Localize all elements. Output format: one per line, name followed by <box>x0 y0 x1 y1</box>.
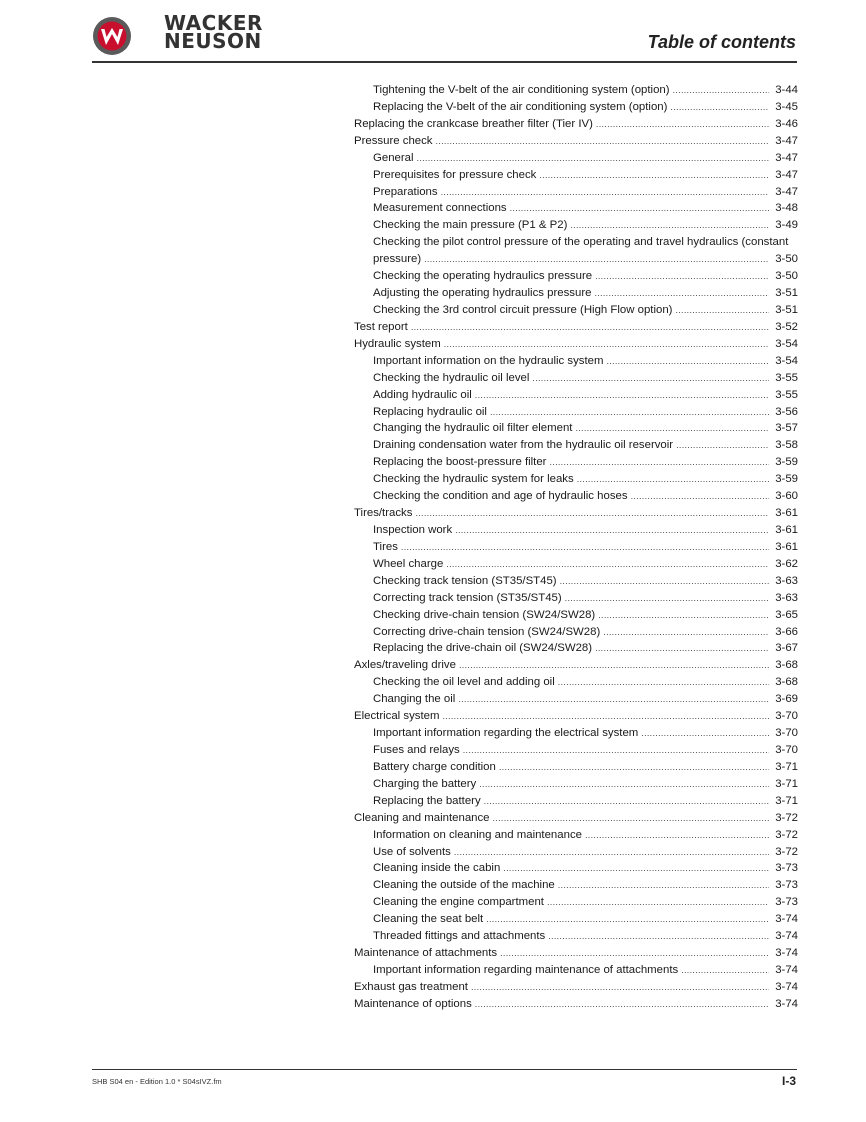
toc-entry-page: 3-73 <box>775 896 798 909</box>
dot-leader <box>490 404 769 421</box>
toc-entry-title: General <box>373 151 414 164</box>
dot-leader <box>458 691 769 708</box>
dot-leader <box>673 82 769 99</box>
toc-entry[interactable] <box>354 607 798 624</box>
dot-leader <box>641 725 769 742</box>
toc-entry-title: Cleaning inside the cabin <box>373 862 501 875</box>
toc-entry-page: 3-58 <box>775 439 798 452</box>
toc-entry-page: 3-48 <box>775 202 798 215</box>
toc-entry[interactable] <box>354 945 798 962</box>
toc-entry-title: Changing the hydraulic oil filter element <box>373 422 573 435</box>
toc-entry[interactable] <box>354 133 798 150</box>
footer-divider <box>92 1069 797 1070</box>
toc-entry-page: 3-57 <box>775 422 798 435</box>
toc-entry-page: 3-47 <box>775 185 798 198</box>
toc-entry-title: Preparations <box>373 185 438 198</box>
toc-entry-page: 3-68 <box>775 659 798 672</box>
toc-entry[interactable] <box>354 573 798 590</box>
toc-entry-page: 3-63 <box>775 591 798 604</box>
toc-entry-title: Prerequisites for pressure check <box>373 168 537 181</box>
toc-entry[interactable] <box>354 742 798 759</box>
toc-entry-title: Cleaning the seat belt <box>373 913 484 926</box>
toc-entry-title: Replacing hydraulic oil <box>373 405 487 418</box>
toc-entry-title: Replacing the V-belt of the air conditioning system (option) <box>373 100 668 113</box>
toc-entry-page: 3-54 <box>775 337 798 350</box>
toc-entry-title: Pressure check <box>354 134 433 147</box>
toc-entry-title: Tightening the V-belt of the air conditioning system (option) <box>373 84 670 96</box>
dot-leader <box>577 471 769 488</box>
dot-leader <box>415 505 769 522</box>
dot-leader <box>675 302 769 319</box>
toc-entry[interactable] <box>354 437 798 454</box>
toc-entry-title: Checking the hydraulic oil level <box>373 371 530 384</box>
toc-entry-page: 3-59 <box>775 473 798 486</box>
page-title: Table of contents <box>647 32 796 52</box>
toc-entry[interactable] <box>354 640 798 657</box>
dot-leader <box>595 268 769 285</box>
toc-entry[interactable] <box>354 827 798 844</box>
toc-entry-title: Checking the oil level and adding oil <box>373 676 555 689</box>
toc-entry-title: Checking the hydraulic system for leaks <box>373 473 574 486</box>
dot-leader <box>401 539 769 556</box>
dot-leader <box>585 827 769 844</box>
toc-entry-page: 3-50 <box>775 253 798 266</box>
brand-line-2: NEUSON <box>164 29 262 53</box>
toc-entry[interactable] <box>354 302 798 319</box>
toc-entry[interactable] <box>354 319 798 336</box>
toc-entry[interactable] <box>354 759 798 776</box>
toc-entry-page: 3-47 <box>775 168 798 181</box>
dot-leader <box>424 251 769 268</box>
toc-entry[interactable] <box>354 353 798 370</box>
toc-entry-title: Hydraulic system <box>354 337 441 350</box>
toc-entry[interactable] <box>354 860 798 877</box>
toc-entry-title: Information on cleaning and maintenance <box>373 828 582 841</box>
dot-leader <box>455 522 769 539</box>
toc-entry-title: Maintenance of attachments <box>354 947 498 960</box>
toc-entry-page: 3-61 <box>775 540 798 553</box>
toc-entry-title: Checking the pilot control pressure of the operating and travel hydraulics (constant <box>373 236 789 249</box>
toc-entry-page: 3-71 <box>775 777 798 790</box>
toc-entry[interactable] <box>354 894 798 911</box>
dot-leader <box>436 133 770 150</box>
dot-leader <box>558 674 769 691</box>
toc-entry-title: Adjusting the operating hydraulics pressure <box>373 287 592 300</box>
toc-entry[interactable] <box>354 234 798 268</box>
toc-entry[interactable] <box>354 522 798 539</box>
dot-leader <box>411 319 769 336</box>
toc-entry-title: Inspection work <box>373 524 453 536</box>
toc-entry-title: Axles/traveling drive <box>354 659 456 672</box>
toc-entry-title: Important information on the hydraulic system <box>373 354 604 367</box>
toc-entry[interactable] <box>354 200 798 217</box>
toc-entry[interactable] <box>354 387 798 404</box>
brand-name <box>164 11 263 53</box>
toc-entry-title: Wheel charge <box>373 557 444 570</box>
toc-entry[interactable] <box>354 420 798 437</box>
dot-leader <box>475 996 769 1013</box>
toc-entry-page: 3-68 <box>775 676 798 689</box>
toc-entry[interactable] <box>354 776 798 793</box>
toc-entry-title: Cleaning and maintenance <box>354 811 490 824</box>
dot-leader <box>417 150 769 167</box>
toc-entry-page: 3-51 <box>775 304 798 317</box>
toc-entry-page: 3-55 <box>775 371 798 384</box>
toc-entry-page: 3-73 <box>775 879 798 892</box>
dot-leader <box>503 860 769 877</box>
toc-entry-title: Tires/tracks <box>354 507 413 520</box>
dot-leader <box>486 911 769 928</box>
toc-entry[interactable] <box>354 471 798 488</box>
toc-entry[interactable] <box>354 488 798 505</box>
dot-leader <box>442 708 769 725</box>
toc-entry-title: Checking the main pressure (P1 & P2) <box>373 219 568 232</box>
toc-entry-page: 3-55 <box>775 388 798 401</box>
toc-entry-page: 3-61 <box>775 507 798 520</box>
dot-leader <box>560 573 769 590</box>
toc-entry-title: Checking the condition and age of hydraulic hoses <box>373 490 628 503</box>
toc-entry-page: 3-70 <box>775 710 798 723</box>
toc-entry-title: Draining condensation water from the hydraulic oil reservoir <box>373 439 674 452</box>
toc-entry-title: Important information regarding the electrical system <box>373 727 639 740</box>
toc-entry-title: Battery charge condition <box>373 760 496 773</box>
dot-leader <box>598 607 769 624</box>
toc-entry-page: 3-47 <box>775 151 798 164</box>
toc-entry-page: 3-61 <box>775 524 798 536</box>
toc-entry-page: 3-73 <box>775 862 798 875</box>
toc-entry-title: Correcting drive-chain tension (SW24/SW28) <box>373 625 601 638</box>
toc-entry[interactable] <box>354 793 798 810</box>
dot-leader <box>493 810 769 827</box>
header-divider <box>92 61 797 63</box>
dot-leader <box>539 167 769 184</box>
toc-entry-page: 3-63 <box>775 574 798 587</box>
toc-entry[interactable] <box>354 82 798 99</box>
dot-leader <box>670 99 769 116</box>
footer-doc-reference: SHB S04 en - Edition 1.0 * S04sIVZ.fm <box>92 1077 222 1086</box>
toc-entry-page: 3-74 <box>775 963 798 976</box>
toc-entry[interactable] <box>354 539 798 556</box>
toc-entry-title: Adding hydraulic oil <box>373 388 472 401</box>
toc-entry-title: Replacing the battery <box>373 794 481 807</box>
toc-entry-title: Threaded fittings and attachments <box>373 930 546 943</box>
dot-leader <box>475 387 769 404</box>
dot-leader <box>454 844 769 861</box>
toc-entry-title: Tires <box>373 540 398 553</box>
toc-entry[interactable] <box>354 370 798 387</box>
dot-leader <box>484 793 769 810</box>
toc-entry-page: 3-74 <box>775 997 798 1010</box>
toc-entry-title: Replacing the crankcase breather filter (Tier IV) <box>354 117 593 130</box>
toc-entry[interactable] <box>354 556 798 573</box>
toc-entry-title: Use of solvents <box>373 845 451 858</box>
toc-entry-page: 3-66 <box>775 625 798 638</box>
toc-entry[interactable] <box>354 99 798 116</box>
toc-entry-page: 3-70 <box>775 727 798 740</box>
toc-entry-title: Cleaning the engine compartment <box>373 896 544 909</box>
toc-entry-page: 3-46 <box>775 117 798 130</box>
dot-leader <box>499 759 769 776</box>
toc-entry-page: 3-54 <box>775 354 798 367</box>
wacker-neuson-logo-icon <box>92 16 132 56</box>
toc-entry-page: 3-71 <box>775 760 798 773</box>
toc-entry-page: 3-62 <box>775 557 798 570</box>
toc-entry-page: 3-74 <box>775 947 798 960</box>
toc-entry[interactable] <box>354 217 798 234</box>
table-of-contents <box>354 82 798 1013</box>
toc-entry-page: 3-74 <box>775 913 798 926</box>
toc-entry[interactable] <box>354 590 798 607</box>
toc-entry[interactable] <box>354 404 798 421</box>
toc-entry[interactable] <box>354 708 798 725</box>
toc-entry-page: 3-72 <box>775 828 798 841</box>
dot-leader <box>596 116 769 133</box>
toc-entry[interactable] <box>354 624 798 641</box>
dot-leader <box>676 437 769 454</box>
dot-leader <box>446 556 769 573</box>
brand-line-1: WACKER <box>164 11 263 35</box>
toc-entry[interactable] <box>354 505 798 522</box>
toc-entry[interactable] <box>354 962 798 979</box>
toc-entry-page: 3-65 <box>775 608 798 621</box>
toc-entry-title: Measurement connections <box>373 202 507 215</box>
toc-entry-page: 3-49 <box>775 219 798 232</box>
toc-entry[interactable] <box>354 150 798 167</box>
toc-entry-page: 3-74 <box>775 980 798 993</box>
toc-entry-page: 3-44 <box>775 84 798 96</box>
toc-entry-title: Changing the oil <box>373 693 456 706</box>
toc-entry[interactable] <box>354 877 798 894</box>
toc-entry-title-continued: pressure) <box>373 253 422 266</box>
toc-entry-page: 3-72 <box>775 845 798 858</box>
dot-leader <box>594 285 769 302</box>
dot-leader <box>459 657 769 674</box>
toc-entry-page: 3-70 <box>775 743 798 756</box>
toc-entry[interactable] <box>354 691 798 708</box>
toc-entry-page: 3-45 <box>775 100 798 113</box>
toc-entry-page: 3-59 <box>775 456 798 469</box>
dot-leader <box>603 624 769 641</box>
dot-leader <box>471 979 769 996</box>
dot-leader <box>532 370 769 387</box>
toc-entry[interactable] <box>354 285 798 302</box>
toc-entry[interactable] <box>354 911 798 928</box>
toc-entry-page: 3-69 <box>775 693 798 706</box>
toc-entry-title: Checking the operating hydraulics pressure <box>373 270 593 283</box>
toc-entry-title: Checking drive-chain tension (SW24/SW28) <box>373 608 596 621</box>
toc-entry-page: 3-67 <box>775 642 798 655</box>
toc-entry-title: Replacing the boost-pressure filter <box>373 456 547 469</box>
toc-entry[interactable] <box>354 184 798 201</box>
toc-entry[interactable] <box>354 454 798 471</box>
dot-leader <box>570 217 769 234</box>
toc-entry[interactable] <box>354 336 798 353</box>
dot-leader <box>444 336 769 353</box>
dot-leader <box>441 184 769 201</box>
dot-leader <box>510 200 769 217</box>
dot-leader <box>500 945 769 962</box>
toc-entry-page: 3-52 <box>775 320 798 333</box>
toc-entry[interactable] <box>354 657 798 674</box>
toc-entry-title: Checking the 3rd control circuit pressure (High Flow option) <box>373 304 673 317</box>
toc-entry-title: Test report <box>354 320 408 333</box>
dot-leader <box>479 776 769 793</box>
dot-leader <box>463 742 769 759</box>
dot-leader <box>606 353 769 370</box>
toc-entry[interactable] <box>354 167 798 184</box>
toc-entry-page: 3-47 <box>775 134 798 147</box>
dot-leader <box>575 420 769 437</box>
toc-entry[interactable] <box>354 844 798 861</box>
toc-entry-title: Cleaning the outside of the machine <box>373 879 555 892</box>
dot-leader <box>565 590 769 607</box>
toc-entry-title: Checking track tension (ST35/ST45) <box>373 574 557 587</box>
toc-entry[interactable] <box>354 996 798 1013</box>
page-header <box>0 0 866 64</box>
toc-entry[interactable] <box>354 928 798 945</box>
dot-leader <box>547 894 769 911</box>
footer-page-number: I-3 <box>781 1074 796 1088</box>
toc-entry[interactable] <box>354 116 798 133</box>
toc-entry[interactable] <box>354 979 798 996</box>
toc-entry-title: Charging the battery <box>373 777 477 790</box>
dot-leader <box>631 488 769 505</box>
toc-entry-title: Important information regarding maintenance of attachments <box>373 963 679 976</box>
toc-entry[interactable] <box>354 810 798 827</box>
dot-leader <box>595 640 769 657</box>
toc-entry-title: Correcting track tension (ST35/ST45) <box>373 591 562 604</box>
toc-entry-title: Electrical system <box>354 710 440 723</box>
toc-entry[interactable] <box>354 268 798 285</box>
toc-entry[interactable] <box>354 674 798 691</box>
toc-entry-page: 3-51 <box>775 287 798 300</box>
toc-entry-page: 3-71 <box>775 794 798 807</box>
toc-entry[interactable] <box>354 725 798 742</box>
dot-leader <box>558 877 769 894</box>
toc-entry-page: 3-50 <box>775 270 798 283</box>
toc-entry-page: 3-56 <box>775 405 798 418</box>
toc-entry-title: Maintenance of options <box>354 997 472 1010</box>
toc-entry-page: 3-72 <box>775 811 798 824</box>
dot-leader <box>549 454 769 471</box>
dot-leader <box>548 928 769 945</box>
toc-entry-page: 3-74 <box>775 930 798 943</box>
toc-entry-title: Fuses and relays <box>373 743 460 756</box>
toc-entry-title: Exhaust gas treatment <box>354 980 468 993</box>
dot-leader <box>681 962 769 979</box>
toc-entry-title: Replacing the drive-chain oil (SW24/SW28) <box>373 642 593 655</box>
toc-entry-page: 3-60 <box>775 490 798 503</box>
